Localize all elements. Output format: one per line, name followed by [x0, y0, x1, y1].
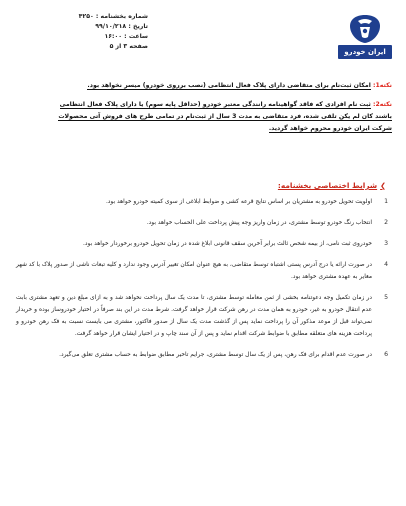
iran-khodro-logo	[338, 14, 392, 62]
page-indicator: صفحه ۳ از ۵	[109, 43, 148, 50]
clause-number: 4	[384, 261, 388, 268]
note-1	[16, 80, 392, 92]
letter-date: تاریخ : ۹۹/۱۰/۲۱۸	[95, 23, 148, 30]
letter-meta	[8, 12, 148, 52]
chevron-down-icon: ❯	[380, 182, 386, 190]
clause-item	[16, 196, 388, 208]
clause-item	[16, 238, 388, 250]
note-2	[16, 99, 392, 135]
clause-text: اولویت تحویل خودرو به مشتریان بر اساس نتایج قرعه کشی و ضوابط ابلاغی از سوی کمیته خودرو خواهد بود.	[105, 199, 372, 205]
logo-emblem-icon	[348, 14, 382, 44]
section-title	[278, 181, 386, 190]
clause-text: در صورت ارائه یا درج آدرس پستی اشتباه توسط متقاضی، به هیچ عنوان امکان تغییر آدرس وجود ندارد و کلیه تبعات ناشی از صدور پلاک با کد شهر مغایر به عهده مشتری خواهد بود.	[16, 262, 372, 280]
notes-block	[16, 80, 392, 142]
note-1-text: امکان ثبت‌نام برای متقاضی دارای پلاک فعال انتظامی (نصب برروی خودرو) میسر نخواهد بود.	[87, 82, 371, 89]
clause-number: 3	[384, 240, 388, 247]
clause-item	[16, 292, 388, 340]
clause-text: انتخاب رنگ خودرو توسط مشتری، در زمان واریز وجه پیش پرداخت علی الحساب خواهد بود.	[146, 220, 372, 226]
clause-text: در صورت عدم اقدام برای فک رهن، پس از یک سال توسط مشتری، جرایم تاخیر مطابق ضوابط به حساب مشتری تعلق می‌گیرد.	[59, 352, 372, 358]
letter-number: شماره بخشنامه : ۴۲۵۰	[78, 13, 148, 20]
clause-number: 5	[384, 294, 388, 301]
clause-text: خودروی ثبت نامی، از بیمه شخص ثالث برابر آخرین سقف قانونی ابلاغ شده در زمان تحویل خودرو برخوردار خواهد بود.	[83, 241, 372, 247]
clause-item	[16, 217, 388, 229]
clause-number: 2	[384, 219, 388, 226]
note-2-line-1: ثبت نام افرادی که فاقد گواهینامه رانندگی معتبر خودرو (حداقل پایه سوم) یا دارای پلاک فعال انتظامی	[59, 101, 371, 108]
note-1-key: نکته1:	[373, 82, 392, 89]
note-2-line-3: شرکت ایران خودرو محروم خواهد گردید.	[268, 125, 392, 132]
clause-item	[16, 259, 388, 283]
clause-item	[16, 349, 388, 361]
note-2-line-2: باشند کان لم یکن تلقی شده، فرد متقاضی به مدت 3 سال از ثبت‌نام در تمامی طرح های فروش آتی محصولات	[58, 113, 392, 120]
clause-number: 1	[384, 198, 388, 205]
clause-number: 6	[384, 351, 388, 358]
clause-text: در زمان تکمیل وجه دعوتنامه بخشی از ثمن معامله توسط مشتری، تا مدت یک سال پرداخت نخواهد شد و به ازای مبلغ دین و تعهد مشتری بابت عدم انتقال خودرو به غیر، خودرو به همان مدت در رهن شرکت قرار خواهد گرفت. شرط مدت در این بند صرفاً در اختیار خودروساز بوده و خریدار نمی‌تواند قبل از موعد مذکور آن را پرداخت نماید پس از گذشت مدت یک سال از صدور فاکتور، مشتری می بایست نسبت به فک رهن خودرو و پرداخت هزینه های متعلقه مطابق با ضوابط شرکت اقدام نماید و پس از آن سند چاپ و در اختیار ایشان قرار خواهد گرفت.	[16, 295, 372, 337]
section-title-text: شرایط اختصاصی بخشنامه:	[277, 181, 378, 190]
note-2-key: نکته2:	[373, 101, 392, 108]
clauses-list	[16, 196, 388, 370]
letter-time: ساعت : ۱۶:۰۰	[104, 33, 148, 40]
logo-wordmark: ایران خودرو	[338, 45, 392, 59]
